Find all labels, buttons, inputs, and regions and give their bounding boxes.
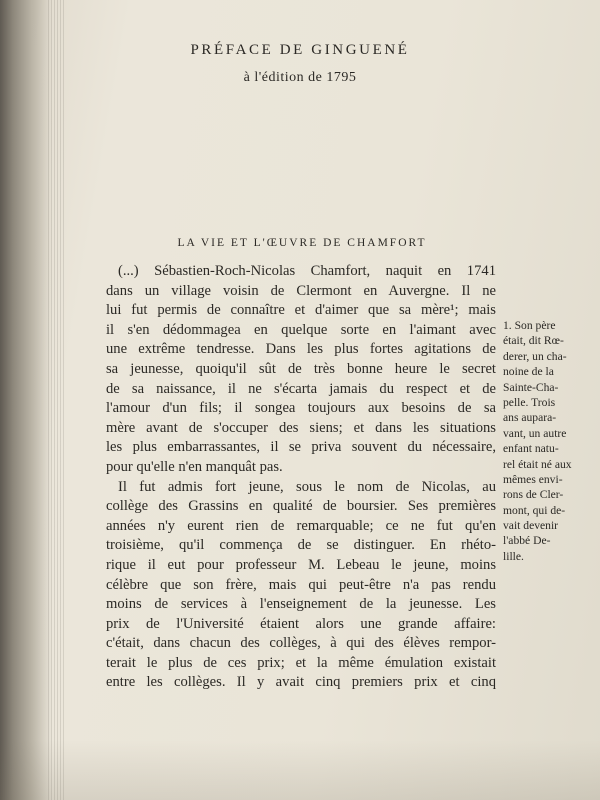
- margin-footnote: [503, 318, 599, 564]
- body-line: il s'en dédommagea en quelque sorte en l'aimant avec: [106, 321, 496, 338]
- body-line: c'était, dans chacun des collèges, à qui des élèves rempor-: [106, 635, 496, 652]
- body-line: les plus embarrassantes, il se priva souvent du nécessaire,: [106, 439, 496, 456]
- footnote-line: vait devenir: [503, 519, 559, 533]
- body-line: dans un village voisin de Clermont en Auvergne. Il ne: [106, 282, 496, 299]
- page-title: PRÉFACE DE GINGUENÉ: [190, 42, 410, 58]
- body-line: collège des Grassins en qualité de boursier. Ses premières: [106, 498, 496, 515]
- body-line: rique il eut pour professeur M. Lebeau le jeune, moins: [106, 556, 496, 573]
- footnote-line: lille.: [503, 549, 524, 563]
- footnote-line: mêmes envi-: [503, 472, 563, 486]
- footnote-line: noine de la: [503, 365, 554, 379]
- body-line: sa jeunesse, quoiqu'il sût de très bonne heure le secret: [106, 360, 496, 377]
- footnote-line: ans aupara-: [503, 411, 557, 425]
- body-line: lui fut permis de connaître et d'aimer que sa mère¹; mais: [106, 302, 496, 319]
- body-line: célèbre que son frère, mais qui peut-être n'a pas rendu: [106, 576, 496, 593]
- footnote-line: 1. Son père: [503, 319, 556, 332]
- footnote-line: rons de Cler-: [503, 488, 564, 502]
- footnote-line: Sainte-Cha-: [503, 380, 559, 394]
- footnote-line: derer, un cha-: [503, 349, 567, 363]
- footnote-line: l'abbé De-: [503, 534, 551, 548]
- footnote-line: rel était né aux: [503, 457, 572, 471]
- section-heading: LA VIE ET L'ŒUVRE DE CHAMFORT: [177, 237, 427, 249]
- page-bottom-shadow: [0, 740, 600, 800]
- body-line: troisième, qu'il commença de se distinguer. En rhéto-: [106, 537, 496, 554]
- footnote-line: était, dit Rœ-: [503, 334, 564, 348]
- body-line: (...) Sébastien-Roch-Nicolas Chamfort, naquit en 1741: [118, 263, 496, 279]
- body-line: prix de l'Université étaient alors une grande affaire:: [106, 615, 496, 632]
- book-spine-shadow: [0, 0, 52, 800]
- footnote-line: mont, qui de-: [503, 503, 566, 517]
- body-line: années n'y eurent rien de remarquable; ce ne fut qu'en: [106, 517, 496, 534]
- footnote-line: enfant natu-: [503, 442, 559, 456]
- body-line: de sa naissance, il ne s'écarta jamais du respect et de: [106, 380, 496, 397]
- body-line: pour qu'elle n'en manquât pas.: [106, 458, 283, 475]
- body-line: entre les collèges. Il y avait cinq premiers prix et cinq: [106, 674, 496, 691]
- body-line: l'amour d'un fils; il songea toujours aux besoins de sa: [106, 400, 496, 417]
- page-subtitle: à l'édition de 1795: [243, 70, 357, 85]
- footnote-line: pelle. Trois: [503, 395, 556, 409]
- footnote-line: vant, un autre: [503, 426, 567, 440]
- body-text: [106, 262, 496, 693]
- body-line: Il fut admis fort jeune, sous le nom de Nicolas, au: [118, 478, 496, 495]
- body-line: terait le plus de ces prix; et la même émulation existait: [106, 654, 496, 671]
- body-line: une extrême tendresse. Dans les plus fortes agitations de: [106, 341, 496, 358]
- page-edges: [48, 0, 66, 800]
- body-line: mère avant de s'occuper des siens; et dans les situations: [106, 419, 496, 436]
- body-line: moins de services à l'enseignement de la jeunesse. Les: [106, 596, 496, 613]
